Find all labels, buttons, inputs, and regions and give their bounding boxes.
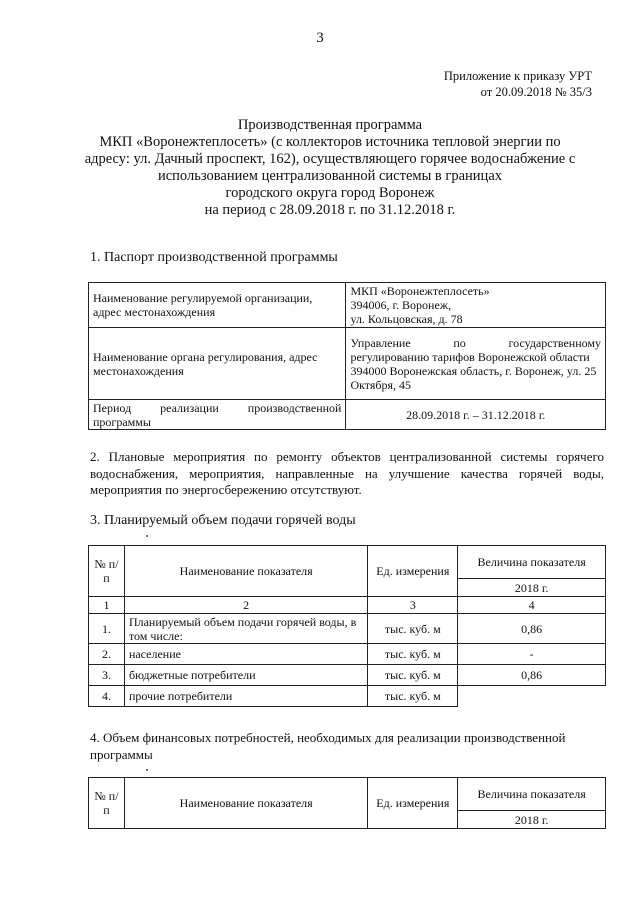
- passport-label: Наименование органа регулирования, адрес местонахождения: [89, 328, 346, 400]
- passport-table: [88, 282, 606, 430]
- section-2-text: 2. Плановые мероприятия по ремонту объектов централизованной системы горячего водоснабжения, мероприятия, направленные на улучшение качества горячей воды, мероприятия по энергосбережению отсутствуют.: [90, 449, 604, 497]
- document-title: [60, 117, 600, 219]
- page-number: 3: [316, 30, 324, 46]
- row-name: бюджетные потребители: [124, 665, 367, 686]
- table-row: [89, 283, 606, 328]
- table-row: [89, 597, 606, 614]
- row-unit: тыс. куб. м: [368, 644, 458, 665]
- passport-value-line: ул. Кольцовская, д. 78: [350, 312, 463, 326]
- appendix-line-1: Приложение к приказу УРТ: [443, 69, 592, 83]
- header-value: Величина показателя: [458, 546, 606, 579]
- header-name: Наименование показателя: [124, 778, 367, 829]
- passport-label: Период реализации производственной программы: [89, 400, 346, 430]
- column-number: 3: [368, 597, 458, 614]
- column-number: 4: [458, 597, 606, 614]
- table-row: [89, 778, 606, 811]
- row-value: 0,86: [458, 665, 606, 686]
- passport-value: [346, 328, 606, 400]
- title-line: на период с 28.09.2018 г. по 31.12.2018 г.: [204, 202, 456, 218]
- table-row: [89, 614, 606, 644]
- row-value: 0,86: [458, 614, 606, 644]
- title-line: Производственная программа: [237, 117, 423, 133]
- row-num: 4.: [89, 686, 125, 707]
- row-value: [458, 686, 606, 707]
- header-year: 2018 г.: [458, 811, 606, 829]
- title-line: использованием централизованной системы в границах: [157, 168, 503, 184]
- passport-label: Наименование регулируемой организации, адрес местонахождения: [89, 283, 346, 328]
- section-1-heading: 1. Паспорт производственной программы: [90, 250, 338, 265]
- column-number: 2: [124, 597, 367, 614]
- passport-value-line: 394006, г. Воронеж,: [350, 298, 452, 312]
- row-name: Планируемый объем подачи горячей воды, в том числе:: [124, 614, 367, 644]
- row-unit: тыс. куб. м: [368, 614, 458, 644]
- header-unit: Ед. измерения: [368, 778, 458, 829]
- row-value: -: [458, 644, 606, 665]
- section-3-heading: 3. Планируемый объем подачи горячей воды: [90, 513, 356, 528]
- appendix-line-2: от 20.09.2018 № 35/3: [480, 85, 592, 99]
- appendix-note: [444, 68, 592, 100]
- row-name: население: [124, 644, 367, 665]
- scan-speck: [146, 535, 148, 537]
- scan-speck: [146, 769, 148, 771]
- finance-table: [88, 777, 606, 829]
- table-row: [89, 644, 606, 665]
- row-unit: тыс. куб. м: [368, 665, 458, 686]
- passport-value-line: МКП «Воронежтеплосеть»: [350, 284, 490, 298]
- header-num: № п/п: [89, 546, 125, 597]
- table-row: [89, 400, 606, 430]
- passport-value-line: 394000 Воронежская область, г. Воронеж, ул. 25 Октября, 45: [350, 363, 597, 392]
- row-num: 2.: [89, 644, 125, 665]
- row-name: прочие потребители: [124, 686, 367, 707]
- table-row: [89, 546, 606, 579]
- passport-value-line: Управление по государственному регулированию тарифов Воронежской области: [350, 335, 601, 364]
- title-line: городского округа город Воронеж: [225, 185, 435, 201]
- title-line: адресу: ул. Дачный проспект, 162), осуществляющего горячее водоснабжение с: [84, 151, 576, 167]
- table-row: [89, 686, 606, 707]
- passport-value: 28.09.2018 г. – 31.12.2018 г.: [346, 400, 606, 430]
- passport-value: [346, 283, 606, 328]
- row-num: 1.: [89, 614, 125, 644]
- supply-volume-table: [88, 545, 606, 707]
- title-line: МКП «Воронежтеплосеть» (с коллекторов источника тепловой энергии по: [99, 134, 561, 150]
- table-row: [89, 328, 606, 400]
- header-name: Наименование показателя: [124, 546, 367, 597]
- section-4-heading: 4. Объем финансовых потребностей, необходимых для реализации производственной программы: [90, 730, 566, 762]
- column-number: 1: [89, 597, 125, 614]
- header-year: 2018 г.: [458, 579, 606, 597]
- header-value: Величина показателя: [458, 778, 606, 811]
- row-num: 3.: [89, 665, 125, 686]
- header-num: № п/п: [89, 778, 125, 829]
- table-row: [89, 665, 606, 686]
- header-unit: Ед. измерения: [368, 546, 458, 597]
- row-unit: тыс. куб. м: [368, 686, 458, 707]
